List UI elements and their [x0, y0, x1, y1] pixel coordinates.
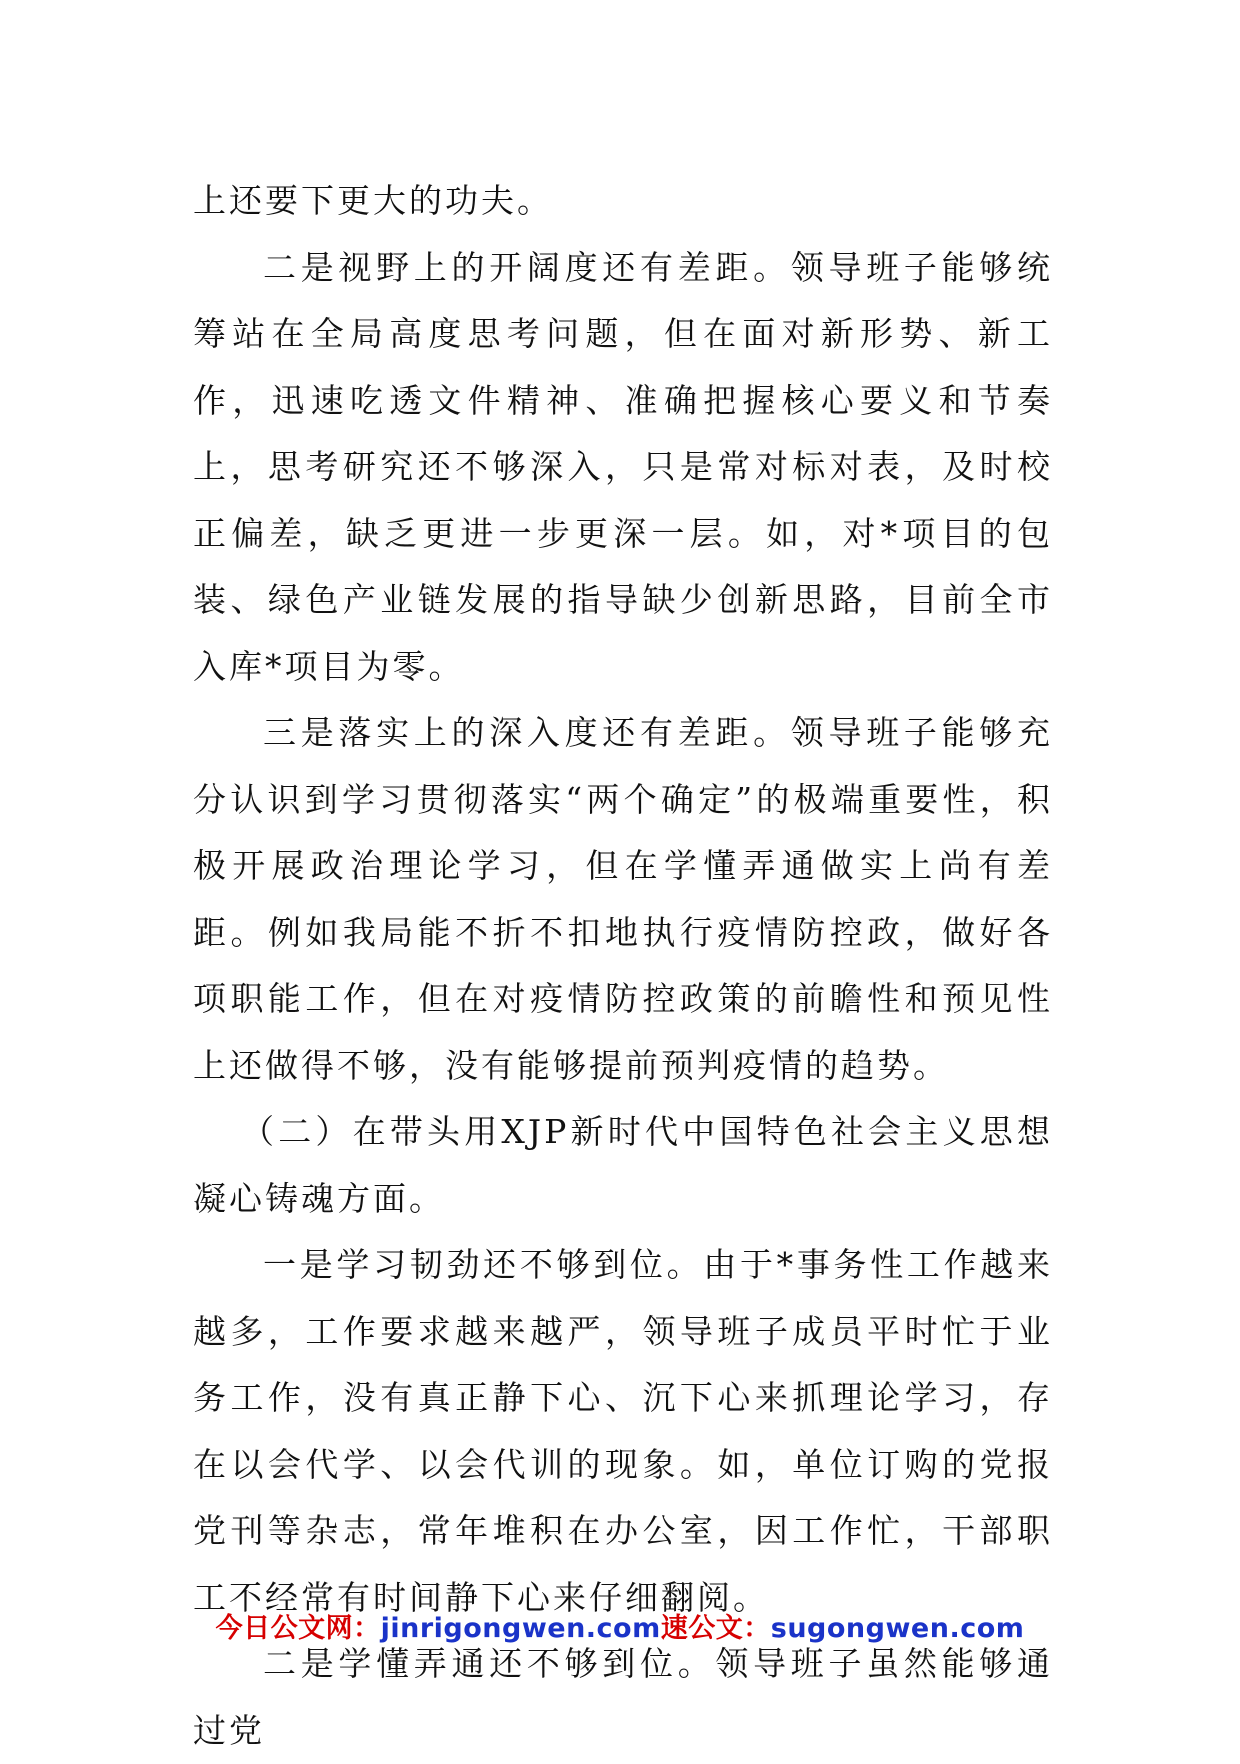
- footer-watermark: [0, 1606, 1240, 1645]
- document-body: [193, 168, 1053, 1764]
- paragraph-continuation: 上还要下更大的功夫。: [193, 181, 553, 220]
- footer-site2-label: 速公文：: [660, 1613, 771, 1644]
- paragraph-implementation-gap: 三是落实上的深入度还有差距。领导班子能够充分认识到学习贯彻落实“两个确定”的极端重要性，积极开展政治理论学习，但在学懂弄通做实上尚有差距。例如我局能不折不扣地执行疫情防控政，做好各项职能工作，但在对疫情防控政策的前瞻性和预见性上还做得不够，没有能够提前预判疫情的趋势。: [193, 713, 1053, 1085]
- paragraph-study-persistence: 一是学习韧劲还不够到位。由于*事务性工作越来越多，工作要求越来越严，领导班子成员平时忙于业务工作，没有真正静下心、沉下心来抓理论学习，存在以会代学、以会代训的现象。如，单位订购的党报党刊等杂志，常年堆积在办公室，因工作忙，干部职工不经常有时间静下心来仔细翻阅。: [193, 1245, 1053, 1617]
- footer-site1-url[interactable]: jinrigongwen.com: [380, 1613, 661, 1644]
- paragraph-study-understanding: 二是学懂弄通还不够到位。领导班子虽然能够通过党: [193, 1644, 1053, 1750]
- section-heading: （二）在带头用XJP新时代中国特色社会主义思想凝心铸魂方面。: [193, 1112, 1053, 1218]
- footer-site1-label: 今日公文网：: [215, 1613, 381, 1644]
- footer-site2-url[interactable]: sugongwen.com: [770, 1613, 1025, 1644]
- paragraph-vision-gap: 二是视野上的开阔度还有差距。领导班子能够统筹站在全局高度思考问题，但在面对新形势、新工作，迅速吃透文件精神、准确把握核心要义和节奏上，思考研究还不够深入，只是常对标对表，及时校正偏差，缺乏更进一步更深一层。如，对*项目的包装、绿色产业链发展的指导缺少创新思路，目前全市入库*项目为零。: [193, 247, 1053, 686]
